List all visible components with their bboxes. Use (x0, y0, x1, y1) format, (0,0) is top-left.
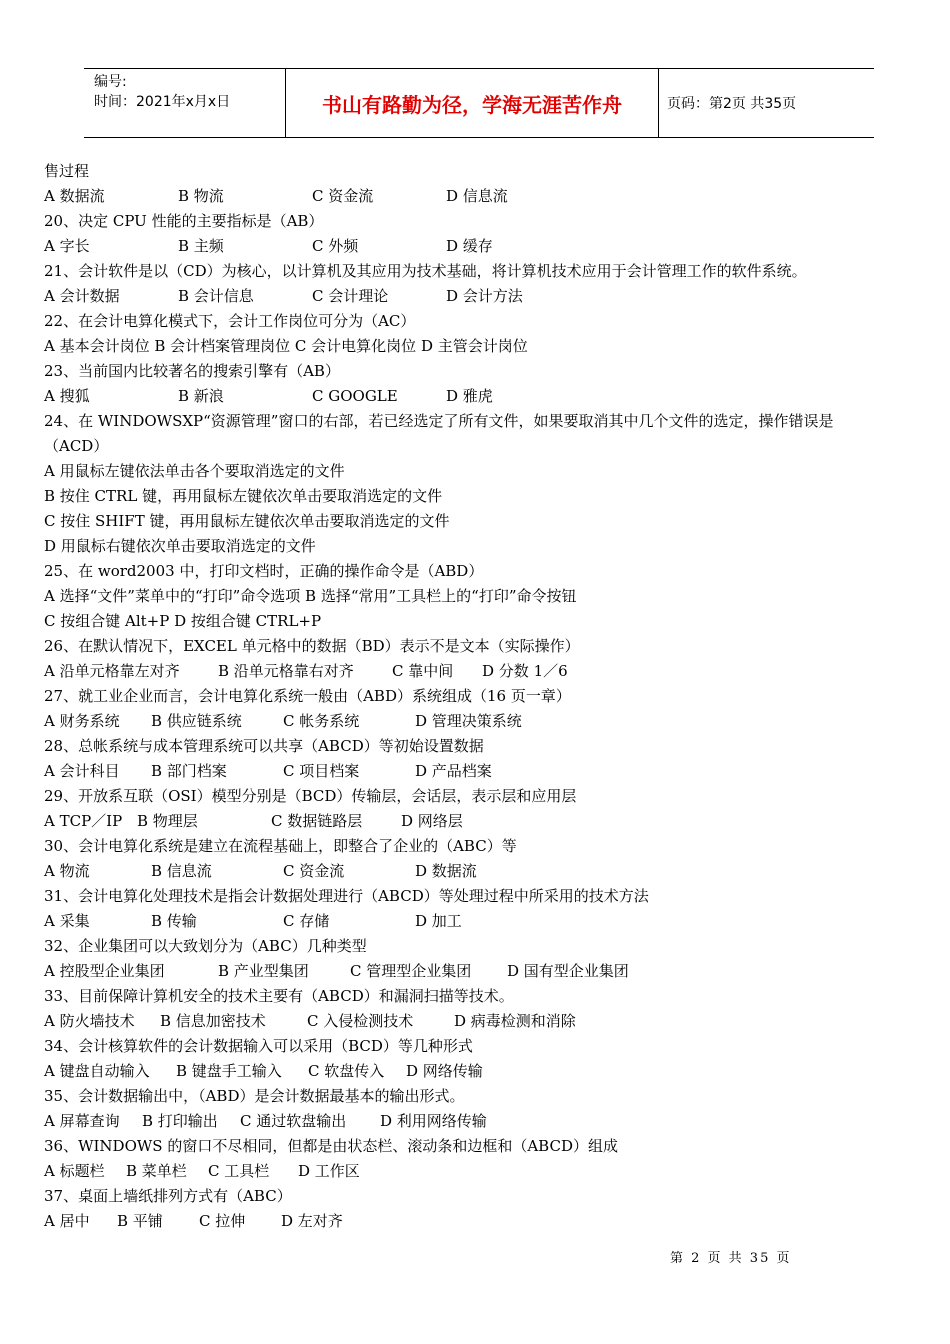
answer-option: D 管理决策系统 (415, 712, 522, 730)
answer-option: D 产品档案 (415, 762, 492, 780)
answer-option: A 键盘自动输入 (44, 1062, 150, 1080)
text-line: 28、总帐系统与成本管理系统可以共享（ABCD）等初始设置数据 (44, 737, 484, 755)
answer-option: B 信息加密技术 (160, 1012, 266, 1030)
answer-options-line (44, 284, 924, 309)
text-line: B 按住 CTRL 键，再用鼠标左键依次单击要取消选定的文件 (44, 487, 443, 505)
header-motto: 书山有路勤为径，学海无涯苦作舟 (285, 69, 659, 137)
answer-option: B 打印输出 (142, 1112, 218, 1130)
answer-option: B 部门档案 (151, 762, 227, 780)
text-line: 36、WINDOWS 的窗口不尽相同，但都是由状态栏、滚动条和边框和（ABCD）组成 (44, 1137, 618, 1155)
text-line: 34、会计核算软件的会计数据输入可以采用（BCD）等几种形式 (44, 1037, 473, 1055)
answer-options-line (44, 1159, 924, 1184)
text-line: 22、在会计电算化模式下，会计工作岗位可分为（AC） (44, 312, 416, 330)
text-line: 售过程 (44, 162, 90, 180)
answer-option: D 左对齐 (281, 1212, 343, 1230)
answer-options-line (44, 809, 924, 834)
answer-option: C 通过软盘输出 (240, 1112, 347, 1130)
answer-options-line (44, 184, 924, 209)
answer-option: A 控股型企业集团 (44, 962, 165, 980)
header-meta (84, 69, 285, 137)
text-line: A 选择“文件”菜单中的“打印”命令选项 B 选择“常用”工具栏上的“打印”命令按钮 (44, 587, 577, 605)
page-header (84, 68, 874, 138)
text-line: 29、开放系互联（OSI）模型分别是（BCD）传输层，会话层，表示层和应用层 (44, 787, 577, 805)
answer-option: C 管理型企业集团 (350, 962, 472, 980)
text-line: 20、决定 CPU 性能的主要指标是（AB） (44, 212, 324, 230)
text-line: C 按组合键 Alt+P D 按组合键 CTRL+P (44, 612, 322, 630)
answer-option: A 财务系统 (44, 712, 120, 730)
text-line: （ACD） (44, 437, 109, 455)
header-page-info: 页码：第2页 共35页 (667, 96, 797, 112)
answer-options-line (44, 909, 924, 934)
answer-options-line (44, 1109, 924, 1134)
answer-option: C 外频 (312, 237, 359, 255)
answer-option: D 会计方法 (446, 287, 523, 305)
text-line: D 用鼠标右键依次单击要取消选定的文件 (44, 537, 316, 555)
header-number-label: 编号: (94, 74, 127, 90)
answer-option: C 靠中间 (392, 662, 454, 680)
answer-option: B 菜单栏 (126, 1162, 187, 1180)
text-line: 21、会计软件是以（CD）为核心，以计算机及其应用为技术基础，将计算机技术应用于会计管理工作的软件系统。 (44, 262, 807, 280)
answer-option: A 居中 (44, 1212, 90, 1230)
answer-option: B 会计信息 (178, 287, 254, 305)
answer-options-line (44, 959, 924, 984)
answer-options-line (44, 759, 924, 784)
text-line: 23、当前国内比较著名的搜索引擎有（AB） (44, 362, 340, 380)
answer-option: A 字长 (44, 237, 90, 255)
answer-option: A TCP／IP (44, 812, 123, 830)
answer-option: B 物流 (178, 187, 224, 205)
answer-option: D 分数 1／6 (482, 662, 568, 680)
answer-options-line (44, 384, 924, 409)
answer-option: A 沿单元格靠左对齐 (44, 662, 180, 680)
answer-options-line (44, 659, 924, 684)
text-line: 32、企业集团可以大致划分为（ABC）几种类型 (44, 937, 367, 955)
answer-option: C 存储 (283, 912, 330, 930)
text-line: 33、目前保障计算机安全的技术主要有（ABCD）和漏洞扫描等技术。 (44, 987, 514, 1005)
header-time-label: 时间：2021年x月x日 (94, 94, 231, 110)
answer-option: C 资金流 (283, 862, 345, 880)
answer-option: C 帐务系统 (283, 712, 360, 730)
answer-option: C 资金流 (312, 187, 374, 205)
answer-option: B 键盘手工输入 (176, 1062, 282, 1080)
answer-option: A 搜狐 (44, 387, 90, 405)
text-line: A 用鼠标左键依法单击各个要取消选定的文件 (44, 462, 345, 480)
answer-option: A 屏幕查询 (44, 1112, 120, 1130)
text-line: 24、在 WINDOWSXP“资源管理”窗口的右部，若已经选定了所有文件，如果要取消其中几个文件的选定，操作错误是 (44, 412, 834, 430)
answer-option: D 利用网络传输 (380, 1112, 487, 1130)
answer-option: B 新浪 (178, 387, 224, 405)
answer-option: C 工具栏 (208, 1162, 270, 1180)
answer-option: D 数据流 (415, 862, 477, 880)
answer-option: D 国有型企业集团 (507, 962, 629, 980)
page-footer: 第 2 页 共 35 页 (670, 1251, 792, 1266)
answer-option: A 采集 (44, 912, 90, 930)
answer-option: B 平铺 (117, 1212, 163, 1230)
text-line: 37、桌面上墙纸排列方式有（ABC） (44, 1187, 292, 1205)
answer-option: A 防火墙技术 (44, 1012, 135, 1030)
answer-options-line (44, 1059, 924, 1084)
answer-option: D 信息流 (446, 187, 508, 205)
answer-option: C 项目档案 (283, 762, 360, 780)
answer-option: C 入侵检测技术 (307, 1012, 414, 1030)
answer-option: B 信息流 (151, 862, 212, 880)
answer-option: D 病毒检测和消除 (454, 1012, 576, 1030)
answer-option: D 网络传输 (406, 1062, 483, 1080)
answer-option: C 软盘传入 (308, 1062, 385, 1080)
text-line: 31、会计电算化处理技术是指会计数据处理进行（ABCD）等处理过程中所采用的技术方法 (44, 887, 649, 905)
answer-option: D 缓存 (446, 237, 493, 255)
answer-option: B 物理层 (137, 812, 198, 830)
answer-option: A 会计数据 (44, 287, 120, 305)
answer-option: B 供应链系统 (151, 712, 242, 730)
answer-option: C 会计理论 (312, 287, 389, 305)
answer-option: D 网络层 (401, 812, 463, 830)
answer-option: A 会计科目 (44, 762, 120, 780)
text-line: 27、就工业企业而言，会计电算化系统一般由（ABD）系统组成（16 页一章） (44, 687, 571, 705)
answer-option: C 数据链路层 (271, 812, 363, 830)
answer-option: D 加工 (415, 912, 462, 930)
answer-option: B 产业型集团 (218, 962, 309, 980)
answer-option: D 工作区 (298, 1162, 360, 1180)
answer-option: C GOOGLE (312, 387, 398, 405)
text-line: C 按住 SHIFT 键，再用鼠标左键依次单击要取消选定的文件 (44, 512, 450, 530)
answer-options-line (44, 234, 924, 259)
answer-options-line (44, 1209, 924, 1234)
document-body (44, 159, 924, 1234)
answer-option: B 沿单元格靠右对齐 (218, 662, 354, 680)
text-line: 30、会计电算化系统是建立在流程基础上，即整合了企业的（ABC）等 (44, 837, 517, 855)
answer-option: A 标题栏 (44, 1162, 105, 1180)
answer-option: A 物流 (44, 862, 90, 880)
answer-option: B 主频 (178, 237, 224, 255)
answer-options-line (44, 709, 924, 734)
answer-option: C 拉伸 (199, 1212, 246, 1230)
text-line: A 基本会计岗位 B 会计档案管理岗位 C 会计电算化岗位 D 主管会计岗位 (44, 337, 528, 355)
answer-option: D 雅虎 (446, 387, 493, 405)
text-line: 25、在 word2003 中，打印文档时，正确的操作命令是（ABD） (44, 562, 484, 580)
answer-option: B 传输 (151, 912, 197, 930)
answer-option: A 数据流 (44, 187, 105, 205)
answer-options-line (44, 1009, 924, 1034)
answer-options-line (44, 859, 924, 884)
text-line: 26、在默认情况下，EXCEL 单元格中的数据（BD）表示不是文本（实际操作） (44, 637, 580, 655)
text-line: 35、会计数据输出中，（ABD）是会计数据最基本的输出形式。 (44, 1087, 465, 1105)
